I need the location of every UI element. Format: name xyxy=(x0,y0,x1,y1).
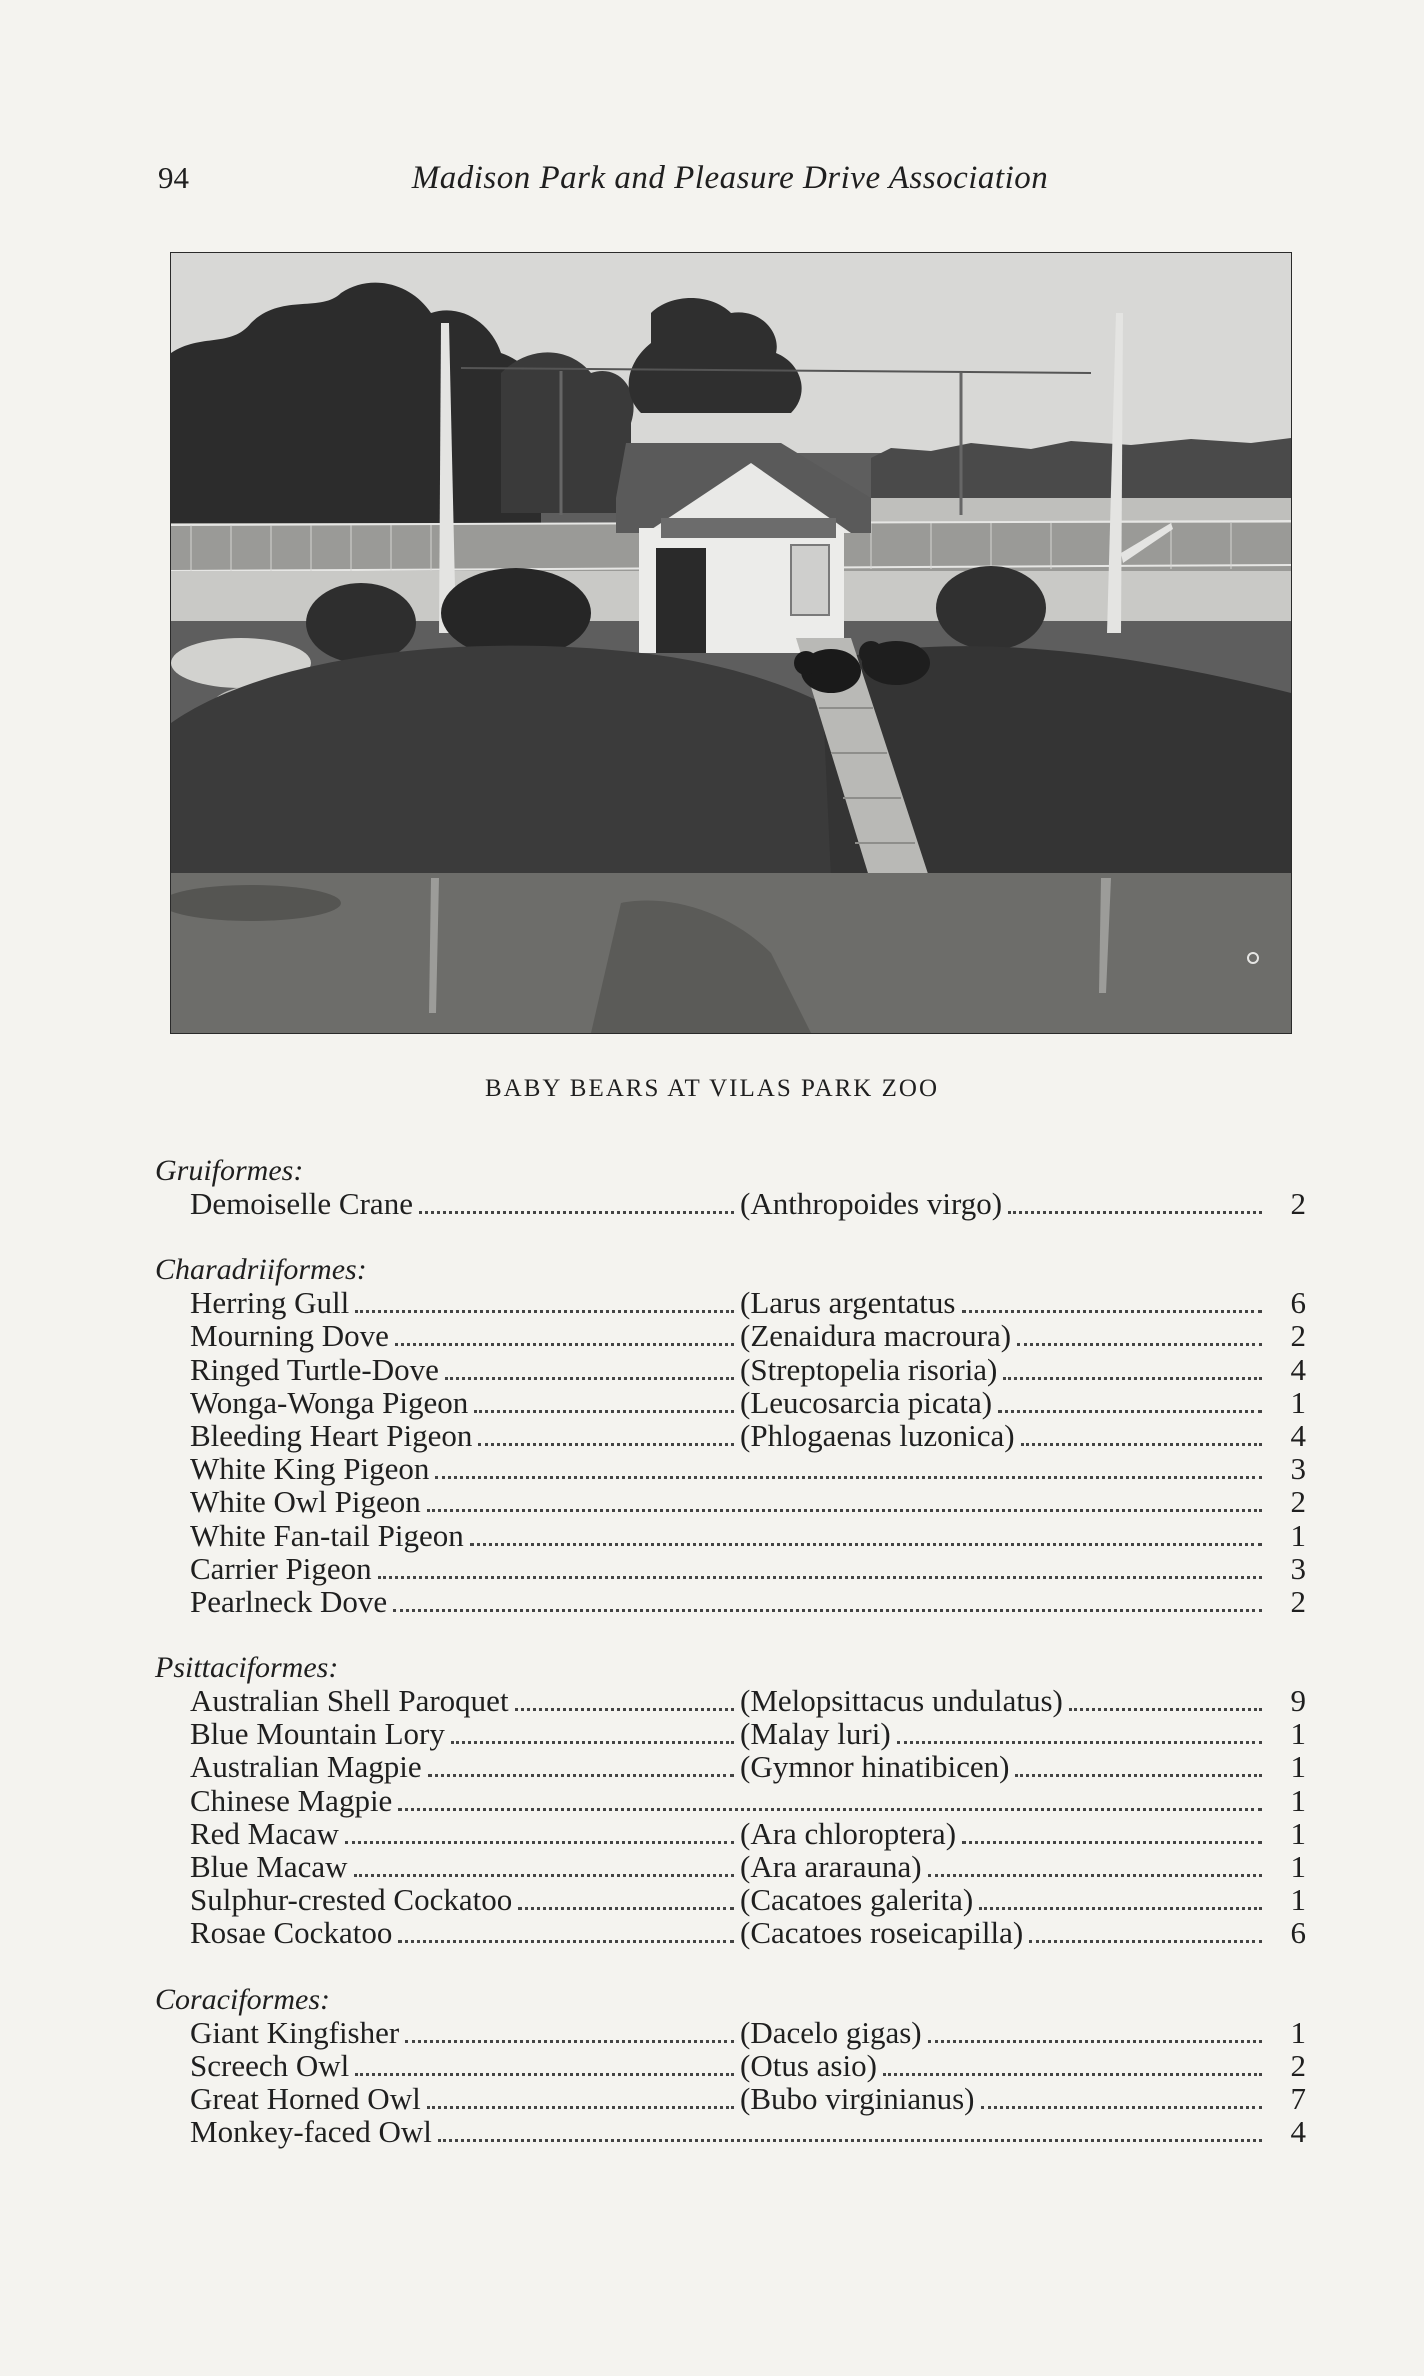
leader-dots xyxy=(474,1410,734,1413)
species-row xyxy=(0,1750,1424,1783)
common-name: Carrier Pigeon xyxy=(190,1550,372,1586)
leader-dots xyxy=(1015,1774,1262,1777)
specimen-count: 4 xyxy=(1290,2114,1306,2150)
specimen-count: 1 xyxy=(1290,1882,1306,1918)
species-row xyxy=(0,1552,1424,1585)
species-group xyxy=(0,1154,1424,1220)
specimen-count: 4 xyxy=(1290,1417,1306,1453)
common-name: Giant Kingfisher xyxy=(190,2014,400,2050)
species-row xyxy=(0,1916,1424,1949)
leader-dots xyxy=(518,1907,734,1910)
species-group xyxy=(0,1651,1424,1950)
leader-dots xyxy=(428,1774,734,1777)
group-title: Coraciformes: xyxy=(155,1982,330,2016)
leader-dots xyxy=(445,1377,734,1380)
species-row xyxy=(0,1286,1424,1319)
species-row xyxy=(0,1319,1424,1352)
common-name: Monkey-faced Owl xyxy=(190,2114,432,2150)
common-name: Pearlneck Dove xyxy=(190,1583,388,1619)
leader-dots xyxy=(393,1609,1262,1612)
specimen-count: 6 xyxy=(1290,1285,1306,1321)
photo-caption: BABY BEARS AT VILAS PARK ZOO xyxy=(484,1075,939,1102)
scientific-name: (Cacatoes galerita) xyxy=(740,1882,974,1918)
leader-dots xyxy=(1069,1708,1262,1711)
species-group xyxy=(0,1253,1424,1618)
leader-dots xyxy=(427,2106,734,2109)
specimen-count: 3 xyxy=(1290,1550,1306,1586)
leader-dots xyxy=(1003,1377,1262,1380)
specimen-count: 2 xyxy=(1290,1186,1306,1221)
leader-dots xyxy=(998,1410,1262,1413)
species-row xyxy=(0,1386,1424,1419)
species-row xyxy=(0,2016,1424,2049)
common-name: Great Horned Owl xyxy=(190,2080,421,2116)
specimen-count: 9 xyxy=(1290,1683,1306,1719)
group-title: Psittaciformes: xyxy=(155,1651,339,1685)
leader-dots xyxy=(981,2106,1262,2109)
leader-dots xyxy=(345,1841,734,1844)
photo-illustration xyxy=(171,253,1291,1033)
leader-dots xyxy=(435,1476,1262,1479)
scientific-name: (Ara ararauna) xyxy=(740,1849,922,1884)
leader-dots xyxy=(1029,1940,1262,1943)
species-row xyxy=(0,1452,1424,1485)
scientific-name: (Dacelo gigas) xyxy=(740,2014,922,2050)
leader-dots xyxy=(427,1509,1262,1512)
specimen-count: 1 xyxy=(1290,2014,1306,2050)
leader-dots xyxy=(405,2040,734,2043)
species-row xyxy=(0,1817,1424,1850)
species-row xyxy=(0,2082,1424,2115)
leader-dots xyxy=(962,1841,1262,1844)
specimen-count: 4 xyxy=(1290,1351,1306,1387)
leader-dots xyxy=(354,1874,734,1877)
scientific-name: (Cacatoes roseicapilla) xyxy=(740,1915,1024,1951)
species-row xyxy=(0,1419,1424,1452)
leader-dots xyxy=(928,1874,1262,1877)
scientific-name: (Gymnor hinatibicen) xyxy=(740,1749,1010,1785)
species-row xyxy=(0,2049,1424,2082)
species-row xyxy=(0,2115,1424,2148)
common-name: Australian Magpie xyxy=(190,1749,422,1785)
running-head: Madison Park and Pleasure Drive Association xyxy=(411,160,1049,196)
scientific-name: (Melopsittacus undulatus) xyxy=(740,1683,1063,1719)
specimen-count: 1 xyxy=(1290,1517,1306,1553)
common-name: Wonga-Wonga Pigeon xyxy=(190,1384,469,1420)
species-group xyxy=(0,1983,1424,2149)
scientific-name: (Bubo virginianus) xyxy=(740,2080,975,2116)
leader-dots xyxy=(470,1543,1262,1546)
specimen-count: 2 xyxy=(1290,2047,1306,2083)
common-name: Demoiselle Crane xyxy=(190,1186,413,1221)
leader-dots xyxy=(928,2040,1262,2043)
leader-dots xyxy=(979,1907,1262,1910)
photograph-baby-bears xyxy=(170,252,1292,1034)
specimen-count: 1 xyxy=(1290,1716,1306,1752)
leader-dots xyxy=(438,2139,1262,2142)
specimen-count: 1 xyxy=(1290,1815,1306,1851)
specimen-count: 6 xyxy=(1290,1915,1306,1951)
leader-dots xyxy=(419,1211,734,1214)
species-row xyxy=(0,1717,1424,1750)
common-name: Rosae Cockatoo xyxy=(190,1915,393,1951)
leader-dots xyxy=(883,2073,1262,2076)
species-row xyxy=(0,1187,1424,1220)
common-name: Herring Gull xyxy=(190,1285,350,1321)
species-row xyxy=(0,1485,1424,1518)
leader-dots xyxy=(398,1808,1262,1811)
group-title: Gruiformes: xyxy=(155,1154,304,1187)
common-name: Ringed Turtle-Dove xyxy=(190,1351,439,1387)
leader-dots xyxy=(395,1343,734,1346)
common-name: White King Pigeon xyxy=(190,1451,430,1487)
species-row xyxy=(0,1850,1424,1883)
page-header xyxy=(0,160,1424,200)
scientific-name: (Streptopelia risoria) xyxy=(740,1351,998,1387)
scientific-name: (Leucosarcia picata) xyxy=(740,1384,993,1420)
leader-dots xyxy=(962,1310,1262,1313)
scientific-name: (Phlogaenas luzonica) xyxy=(740,1417,1015,1453)
specimen-count: 3 xyxy=(1290,1451,1306,1487)
species-row xyxy=(0,1684,1424,1717)
common-name: Red Macaw xyxy=(190,1815,339,1851)
scientific-name: (Otus asio) xyxy=(740,2047,877,2083)
scientific-name: (Malay luri) xyxy=(740,1716,891,1752)
common-name: Australian Shell Paroquet xyxy=(190,1683,509,1719)
common-name: Screech Owl xyxy=(190,2047,350,2083)
common-name: Blue Mountain Lory xyxy=(190,1716,445,1752)
specimen-count: 1 xyxy=(1290,1749,1306,1785)
species-lists xyxy=(0,1154,1424,2181)
common-name: Chinese Magpie xyxy=(190,1782,393,1818)
specimen-count: 1 xyxy=(1290,1384,1306,1420)
leader-dots xyxy=(398,1940,734,1943)
specimen-count: 1 xyxy=(1290,1849,1306,1884)
leader-dots xyxy=(515,1708,734,1711)
common-name: White Owl Pigeon xyxy=(190,1484,421,1520)
leader-dots xyxy=(355,2073,734,2076)
leader-dots xyxy=(1017,1343,1262,1346)
leader-dots xyxy=(451,1741,734,1744)
page-number: 94 xyxy=(158,160,189,195)
group-title: Charadriiformes: xyxy=(155,1253,367,1287)
species-row xyxy=(0,1585,1424,1618)
leader-dots xyxy=(897,1741,1262,1744)
leader-dots xyxy=(355,1310,734,1313)
specimen-count: 2 xyxy=(1290,1583,1306,1619)
scientific-name: (Larus argentatus xyxy=(740,1285,956,1321)
specimen-count: 2 xyxy=(1290,1318,1306,1354)
species-row xyxy=(0,1784,1424,1817)
species-row xyxy=(0,1353,1424,1386)
specimen-count: 7 xyxy=(1290,2080,1306,2116)
specimen-count: 2 xyxy=(1290,1484,1306,1520)
species-row xyxy=(0,1883,1424,1916)
common-name: Blue Macaw xyxy=(190,1849,348,1884)
leader-dots xyxy=(378,1576,1262,1579)
scientific-name: (Anthropoides virgo) xyxy=(740,1186,1003,1221)
leader-dots xyxy=(478,1443,734,1446)
common-name: Bleeding Heart Pigeon xyxy=(190,1417,473,1453)
common-name: Mourning Dove xyxy=(190,1318,389,1354)
scientific-name: (Zenaidura macroura) xyxy=(740,1318,1012,1354)
specimen-count: 1 xyxy=(1290,1782,1306,1818)
leader-dots xyxy=(1021,1443,1262,1446)
species-row xyxy=(0,1519,1424,1552)
leader-dots xyxy=(1008,1211,1262,1214)
common-name: Sulphur-crested Cockatoo xyxy=(190,1882,513,1918)
scientific-name: (Ara chloroptera) xyxy=(740,1815,957,1851)
common-name: White Fan-tail Pigeon xyxy=(190,1517,464,1553)
